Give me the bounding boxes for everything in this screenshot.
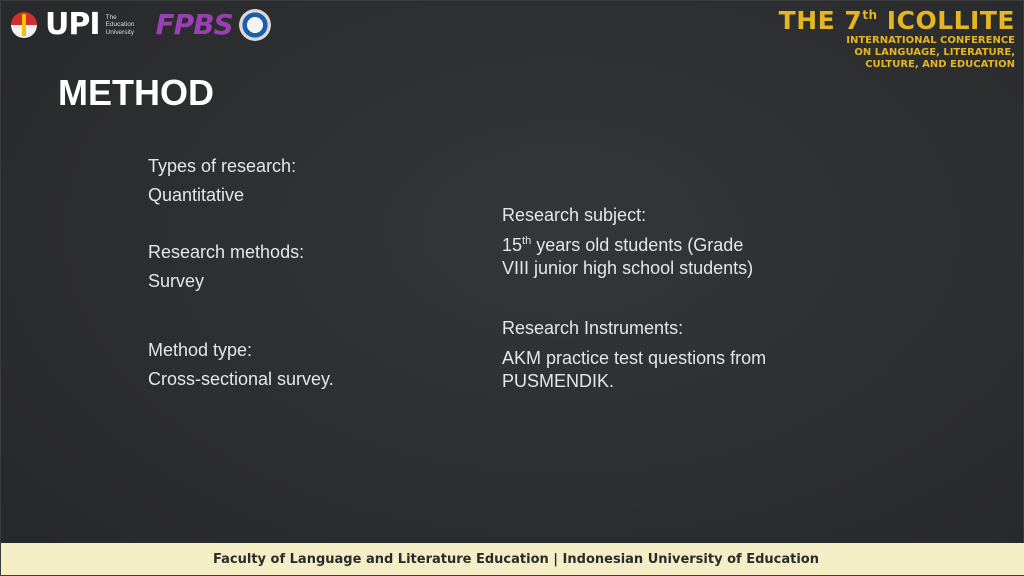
header-logos bbox=[9, 7, 271, 43]
conference-title: THE 7th ICOLLITE bbox=[778, 6, 1015, 35]
research-methods-label: Research methods: bbox=[148, 242, 305, 262]
upi-logo: UPI bbox=[45, 7, 100, 42]
method-type-block bbox=[148, 336, 468, 394]
conference-line-2: ON LANGUAGE, LITERATURE, bbox=[854, 47, 1015, 58]
research-methods-block bbox=[148, 238, 468, 296]
upi-logo-subtitle: The Education University bbox=[105, 13, 135, 36]
research-methods-value: Survey bbox=[148, 271, 205, 291]
research-instruments-value: AKM practice test questions from bbox=[502, 348, 767, 368]
method-type-value: Cross-sectional survey. bbox=[148, 369, 334, 389]
fpbs-logo: FPBS bbox=[155, 8, 233, 41]
research-type-label: Types of research: bbox=[148, 156, 297, 176]
upi-emblem-icon bbox=[9, 10, 39, 40]
research-instruments-label: Research Instruments: bbox=[502, 318, 684, 338]
left-column bbox=[148, 152, 468, 422]
university-seal-icon bbox=[239, 9, 271, 41]
research-type-value: Quantitative bbox=[148, 185, 245, 205]
research-subject-value: 15th years old students (Grade bbox=[502, 235, 744, 255]
slide-title: METHOD bbox=[58, 72, 214, 113]
research-subject-block bbox=[502, 201, 822, 280]
research-subject-label: Research subject: bbox=[502, 205, 647, 225]
research-subject-value-line2: VIII junior high school students) bbox=[502, 258, 754, 278]
conference-logo bbox=[775, 7, 1015, 71]
research-type-block bbox=[148, 152, 468, 210]
conference-line-3: CULTURE, AND EDUCATION bbox=[865, 59, 1015, 70]
method-type-label: Method type: bbox=[148, 340, 253, 360]
research-instruments-block bbox=[502, 314, 822, 393]
research-instruments-value-line2: PUSMENDIK. bbox=[502, 371, 615, 391]
footer-banner: Faculty of Language and Literature Education | Indonesian University of Education bbox=[1, 543, 1024, 575]
conference-line-1: INTERNATIONAL CONFERENCE bbox=[846, 35, 1015, 46]
right-column bbox=[502, 201, 822, 427]
